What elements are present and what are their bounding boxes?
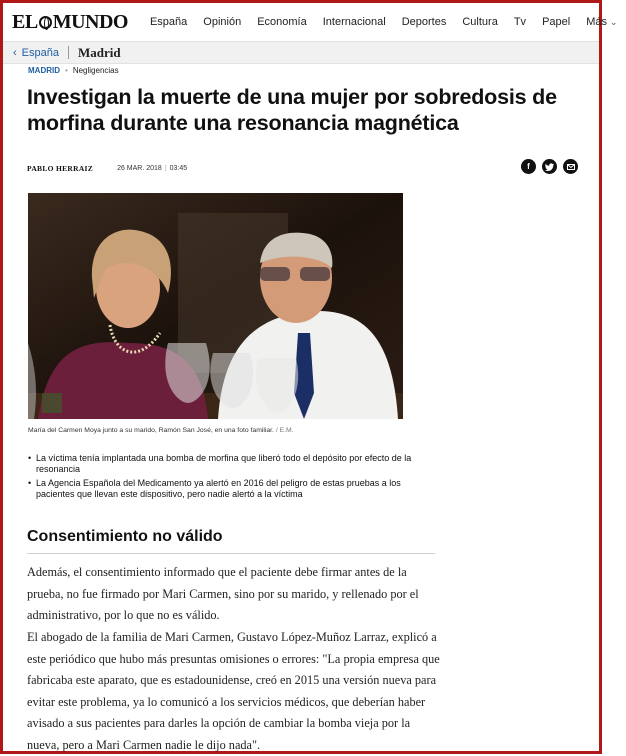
subheading-divider <box>27 553 435 554</box>
summary-item: • La víctima tenía implantada una bomba de morfina que liberó todo el depósito por efecto de la resonancia <box>28 453 428 474</box>
logo-globe-icon <box>39 16 52 29</box>
breadcrumb-tag[interactable]: Negligencias <box>72 66 119 75</box>
breadcrumb-separator: • <box>65 66 68 75</box>
date-time-separator: | <box>164 164 167 172</box>
email-icon[interactable] <box>563 159 578 174</box>
logo-text-el: EL <box>12 10 38 33</box>
chevron-left-icon: ‹ <box>13 46 17 59</box>
nav-item-deportes[interactable]: Deportes <box>401 16 447 28</box>
nav-item-espana[interactable]: España <box>149 16 188 28</box>
nav-item-internacional[interactable]: Internacional <box>322 16 386 28</box>
chevron-down-icon: ⌄ <box>609 17 618 27</box>
article-paragraph: Además, el consentimiento informado que el paciente debe firmar antes de la prueba, no fue firmado por Mari Carmen, sino por su marido, y rellenado por el administrativo, por lo que no es válido. <box>27 565 419 622</box>
author-name[interactable]: PABLO HERRAIZ <box>27 163 94 173</box>
back-link-label: España <box>21 46 59 59</box>
article-photo[interactable] <box>28 193 403 419</box>
nav-item-tv[interactable]: Tv <box>513 16 527 28</box>
nav-item-opinion[interactable]: Opinión <box>203 16 242 28</box>
top-navigation <box>3 3 618 42</box>
publish-date: 26 MAR. 2018 <box>117 164 162 172</box>
article-summary-list <box>28 453 428 503</box>
summary-item: • La Agencia Española del Medicamento ya alertó en 2016 del peligro de estas pruebas a los pacientes que llevan este dispositivo, pero nadie alertó a la víctima <box>28 478 428 499</box>
main-menu <box>142 16 626 28</box>
section-bar <box>3 42 599 64</box>
nav-item-papel[interactable]: Papel <box>542 16 571 28</box>
back-to-espana-link[interactable] <box>13 47 59 59</box>
article-headline: Investigan la muerte de una mujer por sobredosis de morfina durante una resonancia magnética <box>27 85 557 135</box>
section-divider <box>68 46 69 59</box>
article-paragraph: El abogado de la familia de Mari Carmen, Gustavo López-Muñoz Larraz, explicó a este periódico que hubo más presuntas omisiones o errores: "La propia empresa que fabricaba este aparato, que es estadounidense, creó en 2015 una versión nueva para evitar este problema, ya lo comunicó a los servicios médicos, que deberían haber avisado a sus pacientes para darles la opción de cambiar la bomba vieja por la nueva, pero a Mari Carmen nadie le dijo nada". <box>27 630 440 752</box>
nav-item-economia[interactable]: Economía <box>257 16 307 28</box>
section-title[interactable]: Madrid <box>77 44 121 60</box>
photo-illustration <box>28 193 403 419</box>
share-buttons <box>521 159 578 174</box>
photo-caption <box>28 427 428 434</box>
site-logo[interactable] <box>12 11 128 34</box>
nav-item-mas[interactable] <box>578 16 625 28</box>
caption-credit: / E.M. <box>275 427 294 434</box>
article-byline <box>27 160 592 176</box>
caption-text: María del Carmen Moya junto a su marido, Ramón San José, en una foto familiar. <box>28 427 274 434</box>
facebook-icon[interactable]: f <box>521 159 536 174</box>
nav-item-cultura[interactable]: Cultura <box>462 16 498 28</box>
section-subheading: Consentimiento no válido <box>27 528 223 545</box>
twitter-icon[interactable] <box>542 159 557 174</box>
nav-item-mas-label: Más <box>586 16 607 28</box>
breadcrumb <box>28 66 119 75</box>
breadcrumb-section[interactable]: MADRID <box>28 66 60 75</box>
logo-text-mundo: MUNDO <box>52 10 128 33</box>
publish-time: 03:45 <box>169 164 188 172</box>
